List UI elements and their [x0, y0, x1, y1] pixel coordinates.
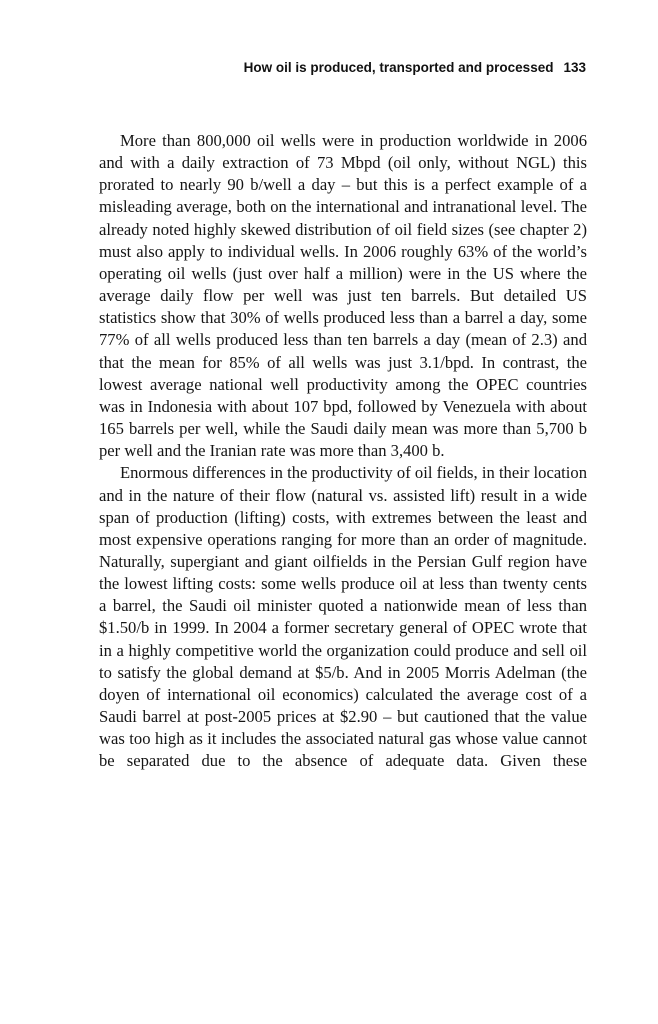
paragraph-oil-wells: More than 800,000 oil wells were in production worldwide in 2006 and with a daily extraction of 73 Mbpd (oil only, without NGL) this prorated to nearly 90 b/well a day – but this is a perfect example of a misleading average, both on the international and intranational level. The already noted highly skewed distribution of oil field sizes (see chapter 2) must also apply to individual wells. In 2006 roughly 63% of the world’s operating oil wells (just over half a million) were in the US where the average daily flow per well was just ten barrels. But detailed US statistics show that 30% of wells produced less than a barrel a day, some 77% of all wells produced less than ten barrels a day (mean of 2.3) and that the mean for 85% of all wells was just 3.1/bpd. In contrast, the lowest average national well productivity among the OPEC countries was in Indonesia with about 107 bpd, followed by Venezuela with about 165 barrels per well, while the Saudi daily mean was more than 5,700 b per well and the Iranian rate was more than 3,400 b.	[99, 131, 587, 461]
running-head	[244, 60, 586, 75]
page-number: 133	[563, 60, 586, 75]
body-text	[99, 130, 587, 773]
paragraph-production-costs: Enormous differences in the productivity of oil fields, in their location and in the nature of their flow (natural vs. assisted lift) result in a wide span of production (lifting) costs, with extremes between the least and most expensive operations ranging for more than an order of magnitude. Naturally, supergiant and giant oilfields in the Persian Gulf region have the lowest lifting costs: some wells produce oil at less than twenty cents a barrel, the Saudi oil minister quoted a nationwide mean of less than $1.50/b in 1999. In 2004 a former secretary general of OPEC wrote that in a highly competitive world the organization could produce and sell oil to satisfy the global demand at $5/b. And in 2005 Morris Adelman (the doyen of international oil economics) calculated the average cost of a Saudi barrel at post-2005 prices at $2.90 – but cautioned that the value was too high as it includes the associated natural gas whose value cannot be separated due to the absence of adequate data. Given these	[99, 463, 587, 771]
running-head-title: How oil is produced, transported and processed	[243, 60, 554, 75]
